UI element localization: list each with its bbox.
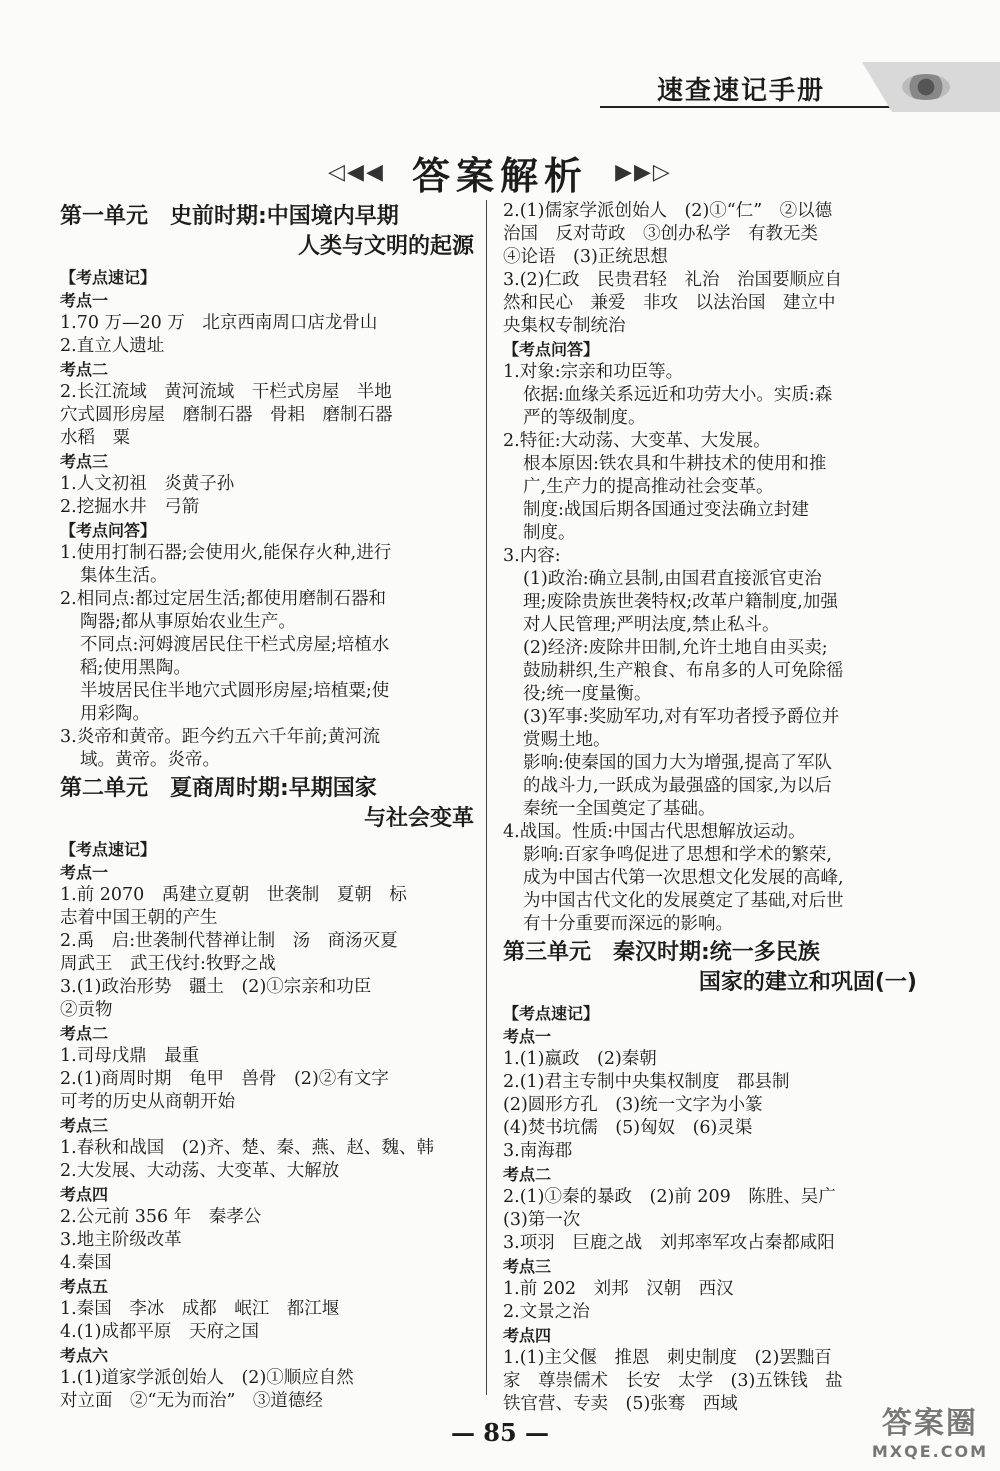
- text-line: 有十分重要而深远的影响。: [523, 914, 733, 934]
- unit-title-line: 与社会变革: [363, 806, 474, 831]
- text-line: 理;废除贵族世袭特权;改革户籍制度,加强: [523, 592, 838, 612]
- point-label: 考点三: [60, 1116, 109, 1135]
- right-column: [503, 200, 923, 1416]
- text-line: 对人民管理;严明法度,禁止私斗。: [523, 615, 780, 635]
- text-line: 央集权专制统治: [503, 316, 626, 336]
- text-line: 可考的历史从商朝开始: [60, 1092, 235, 1112]
- point-label: 考点一: [60, 291, 109, 310]
- header-rule: [600, 106, 900, 108]
- text-line: 家 尊崇儒术 长安 太学 (3)五铢钱 盐: [503, 1371, 843, 1391]
- text-line: (4)焚书坑儒 (5)匈奴 (6)灵渠: [503, 1118, 753, 1138]
- text-line: 役;统一度量衡。: [523, 684, 652, 704]
- text-line: 水稻 粟: [60, 428, 130, 448]
- unit-title: [60, 774, 480, 834]
- text-line: 4.秦国: [60, 1253, 112, 1273]
- text-line: 赏赐土地。: [523, 730, 611, 750]
- unit-title-line: 人类与文明的起源: [297, 234, 474, 259]
- header-logo-band: [850, 62, 1000, 112]
- text-line: 秦统一全国奠定了基础。: [523, 799, 716, 819]
- text-line: 半坡居民住半地穴式圆形房屋;培植粟;使: [80, 681, 390, 701]
- text-line: 治国 反对苛政 ③创办私学 有教无类: [503, 224, 818, 244]
- text-line: 铁官营、专卖 (5)张骞 西域: [503, 1394, 738, 1414]
- text-line: 2.(1)君主专制中央集权制度 郡县制: [503, 1072, 790, 1092]
- text-line: 3.内容:: [503, 546, 561, 566]
- text-line: 2.长江流域 黄河流域 干栏式房屋 半地: [60, 382, 392, 402]
- point-label: 考点四: [60, 1185, 109, 1204]
- text-line: (1)政治:确立县制,由国君直接派官吏治: [523, 569, 822, 589]
- banner-title: 答案解析: [411, 154, 588, 198]
- text-line: 2.直立人遗址: [60, 336, 165, 356]
- unit-title-line: 第三单元 秦汉时期:统一多民族: [503, 940, 820, 965]
- text-line: 3.炎帝和黄帝。距今约五六千年前;黄河流: [60, 727, 381, 747]
- unit-title-line: 国家的建立和巩固(一): [698, 970, 917, 995]
- text-line: 制度:战国后期各国通过变法确立封建: [523, 500, 809, 520]
- text-line: 1.春秋和战国 (2)齐、楚、秦、燕、赵、魏、韩: [60, 1138, 434, 1158]
- watermark-title: 答案圈: [881, 1406, 978, 1441]
- text-line: 成为中国古代第一次思想文化发展的高峰,: [523, 868, 844, 888]
- point-label: 考点二: [60, 1024, 109, 1043]
- watermark-url: MXQE.COM: [871, 1442, 988, 1461]
- text-line: (2)经济:废除井田制,允许土地自由买卖;: [523, 638, 828, 658]
- header-title: 速查速记手册: [656, 76, 825, 106]
- text-line: 2.相同点:都过定居生活;都使用磨制石器和: [60, 589, 386, 609]
- text-line: 为中国古代文化的发展奠定了基础,对后世: [523, 891, 844, 911]
- text-line: 不同点:河姆渡居民住干栏式房屋;培植水: [80, 635, 390, 655]
- text-line: 对立面 ②“无为而治” ③道德经: [60, 1391, 323, 1411]
- text-line: 2.(1)商周时期 龟甲 兽骨 (2)②有文字: [60, 1069, 389, 1089]
- text-line: 1.70 万—20 万 北京西南周口店龙骨山: [60, 313, 378, 333]
- text-line: 1.前 2070 禹建立夏朝 世袭制 夏朝 标: [60, 885, 407, 905]
- text-line: 4.战国。性质:中国古代思想解放运动。: [503, 822, 806, 842]
- text-line: 2.禹 启:世袭制代替禅让制 汤 商汤灭夏: [60, 931, 398, 951]
- text-line: 鼓励耕织,生产粮食、布帛多的人可免除徭: [523, 661, 844, 681]
- text-line: 2.(1)①秦的暴政 (2)前 209 陈胜、吴广: [503, 1187, 836, 1207]
- text-line: 1.司母戊鼎 最重: [60, 1046, 200, 1066]
- section-label: 【考点问答】: [60, 521, 157, 540]
- section-label: 【考点速记】: [60, 268, 157, 287]
- section-label: 【考点速记】: [60, 840, 157, 859]
- text-line: 4.(1)成都平原 天府之国: [60, 1322, 259, 1342]
- logo-emblem-icon: [902, 74, 950, 100]
- text-line: 然和民心 兼爱 非攻 以法治国 建立中: [503, 293, 836, 313]
- text-line: 影响:百家争鸣促进了思想和学术的繁荣,: [523, 845, 832, 865]
- text-line: 用彩陶。: [80, 704, 150, 724]
- text-line: ④论语 (3)正统思想: [503, 247, 668, 267]
- text-line: 1.人文初祖 炎黄子孙: [60, 474, 235, 494]
- point-label: 考点一: [503, 1027, 552, 1046]
- text-line: 影响:使秦国的国力大为增强,提高了军队: [523, 753, 832, 773]
- page-number: — 85 —: [450, 1418, 550, 1447]
- text-line: 2.(1)儒家学派创始人 (2)①“仁” ②以德: [503, 201, 833, 221]
- unit-title-line: 第一单元 史前时期:中国境内早期: [60, 204, 399, 229]
- text-line: 广,生产力的提高推动社会变革。: [523, 477, 774, 497]
- text-line: 陶器;都从事原始农业生产。: [80, 612, 296, 632]
- unit-title: [503, 938, 923, 998]
- text-line: 1.前 202 刘邦 汉朝 西汉: [503, 1279, 734, 1299]
- text-line: 根本原因:铁农具和牛耕技术的使用和推: [523, 454, 827, 474]
- text-line: 3.(2)仁政 民贵君轻 礼治 治国要顺应自: [503, 270, 842, 290]
- right-arrows-icon: ▶▶▷: [615, 160, 672, 185]
- section-banner: [0, 145, 1000, 200]
- point-label: 考点六: [60, 1346, 109, 1365]
- text-line: 2.大发展、大动荡、大变革、大解放: [60, 1161, 340, 1181]
- section-label: 【考点问答】: [503, 340, 600, 359]
- point-label: 考点二: [503, 1165, 552, 1184]
- text-line: 3.南海郡: [503, 1141, 573, 1161]
- text-line: 周武王 武王伐纣:牧野之战: [60, 954, 276, 974]
- text-line: 2.挖掘水井 弓箭: [60, 497, 200, 517]
- text-line: 1.(1)嬴政 (2)秦朝: [503, 1049, 657, 1069]
- left-arrows-icon: ◁◀◀: [328, 160, 385, 185]
- text-line: 2.文景之治: [503, 1302, 590, 1322]
- page-header: [0, 62, 1000, 110]
- unit-title: [60, 202, 480, 262]
- text-line: 3.(1)政治形势 疆土 (2)①宗亲和功臣: [60, 977, 372, 997]
- text-line: ②贡物: [60, 1000, 113, 1020]
- watermark: [872, 1398, 988, 1461]
- text-line: 制度。: [523, 523, 576, 543]
- text-line: 3.地主阶级改革: [60, 1230, 182, 1250]
- text-line: 1.使用打制石器;会使用火,能保存火种,进行: [60, 543, 392, 563]
- point-label: 考点一: [60, 863, 109, 882]
- text-line: (2)圆形方孔 (3)统一文字为小篆: [503, 1095, 763, 1115]
- left-column: [60, 200, 480, 1413]
- point-label: 考点三: [503, 1257, 552, 1276]
- section-label: 【考点速记】: [503, 1004, 600, 1023]
- point-label: 考点五: [60, 1277, 109, 1296]
- text-line: 依据:血缘关系远近和功劳大小。实质:森: [523, 385, 833, 405]
- text-line: 3.项羽 巨鹿之战 刘邦率军攻占秦都咸阳: [503, 1233, 835, 1253]
- text-line: 1.秦国 李冰 成都 岷江 都江堰: [60, 1299, 340, 1319]
- text-line: 2.特征:大动荡、大变革、大发展。: [503, 431, 771, 451]
- unit-title-line: 第二单元 夏商周时期:早期国家: [60, 776, 377, 801]
- point-label: 考点二: [60, 360, 109, 379]
- point-label: 考点三: [60, 452, 109, 471]
- text-line: 严的等级制度。: [523, 408, 646, 428]
- text-line: 集体生活。: [80, 566, 168, 586]
- text-line: 1.(1)主父偃 推恩 刺史制度 (2)罢黜百: [503, 1348, 832, 1368]
- text-line: 稻;使用黑陶。: [80, 658, 191, 678]
- point-label: 考点四: [503, 1326, 552, 1345]
- text-line: 2.公元前 356 年 秦孝公: [60, 1207, 262, 1227]
- text-line: 穴式圆形房屋 磨制石器 骨耜 磨制石器: [60, 405, 393, 425]
- text-line: (3)第一次: [503, 1210, 581, 1230]
- column-divider: [486, 200, 487, 1395]
- text-line: 的战斗力,一跃成为最强盛的国家,为以后: [523, 776, 832, 796]
- text-line: 1.对象:宗亲和功臣等。: [503, 362, 684, 382]
- text-line: 1.(1)道家学派创始人 (2)①顺应自然: [60, 1368, 354, 1388]
- text-line: 志着中国王朝的产生: [60, 908, 218, 928]
- text-line: (3)军事:奖励军功,对有军功者授予爵位并: [523, 707, 840, 727]
- text-line: 域。黄帝。炎帝。: [80, 750, 220, 770]
